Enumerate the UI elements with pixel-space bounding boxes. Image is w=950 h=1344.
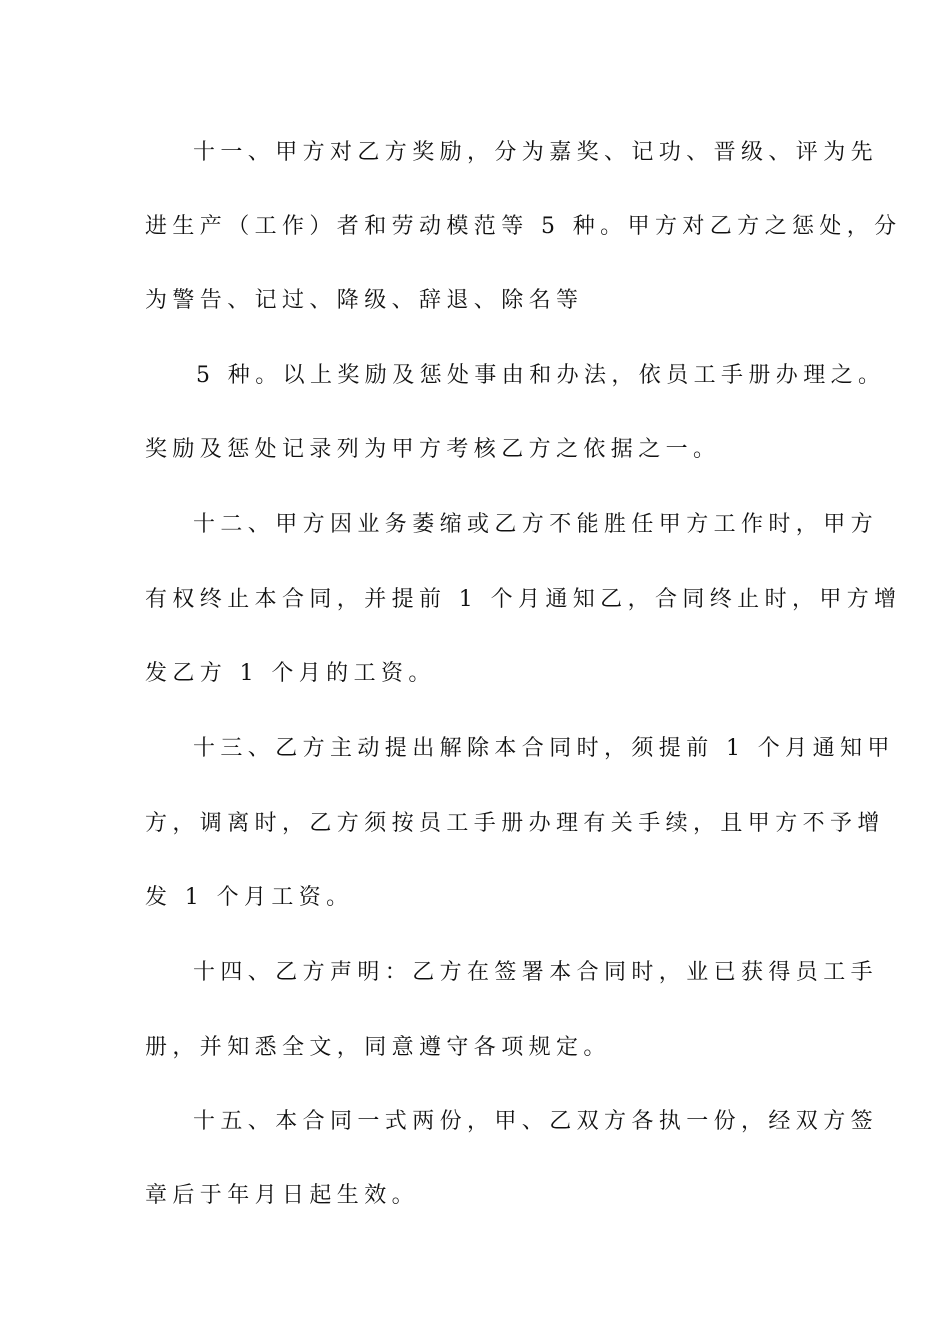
clause-11-line-1: 十一、甲方对乙方奖励，分为嘉奖、记功、晋级、评为先 bbox=[193, 140, 879, 165]
clause-11-line-2: 进生产（工作）者和劳动模范等 5 种。甲方对乙方之惩处，分 bbox=[145, 214, 902, 239]
clause-15-line-2: 章后于年月日起生效。 bbox=[145, 1183, 420, 1208]
clause-13-line-1: 十三、乙方主动提出解除本合同时，须提前 1 个月通知甲 bbox=[193, 736, 895, 761]
clause-14-line-1: 十四、乙方声明：乙方在签署本合同时，业已获得员工手 bbox=[193, 960, 879, 985]
clause-12-line-3: 发乙方 1 个月的工资。 bbox=[145, 661, 436, 686]
clause-13-line-3: 发 1 个月工资。 bbox=[145, 885, 354, 910]
clause-12-line-2: 有权终止本合同，并提前 1 个月通知乙，合同终止时，甲方增 bbox=[145, 587, 902, 612]
clause-11-line-3: 为警告、记过、降级、辞退、除名等 bbox=[145, 288, 584, 313]
clause-12-line-1: 十二、甲方因业务萎缩或乙方不能胜任甲方工作时，甲方 bbox=[193, 512, 879, 537]
clause-13-line-2: 方，调离时，乙方须按员工手册办理有关手续，且甲方不予增 bbox=[145, 811, 885, 836]
clause-15-line-1: 十五、本合同一式两份，甲、乙双方各执一份，经双方签 bbox=[193, 1109, 879, 1134]
clause-11-line-5: 奖励及惩处记录列为甲方考核乙方之依据之一。 bbox=[145, 437, 721, 462]
clause-11-line-4: 5 种。以上奖励及惩处事由和办法，依员工手册办理之。 bbox=[196, 363, 886, 388]
clause-14-line-2: 册，并知悉全文，同意遵守各项规定。 bbox=[145, 1035, 611, 1060]
